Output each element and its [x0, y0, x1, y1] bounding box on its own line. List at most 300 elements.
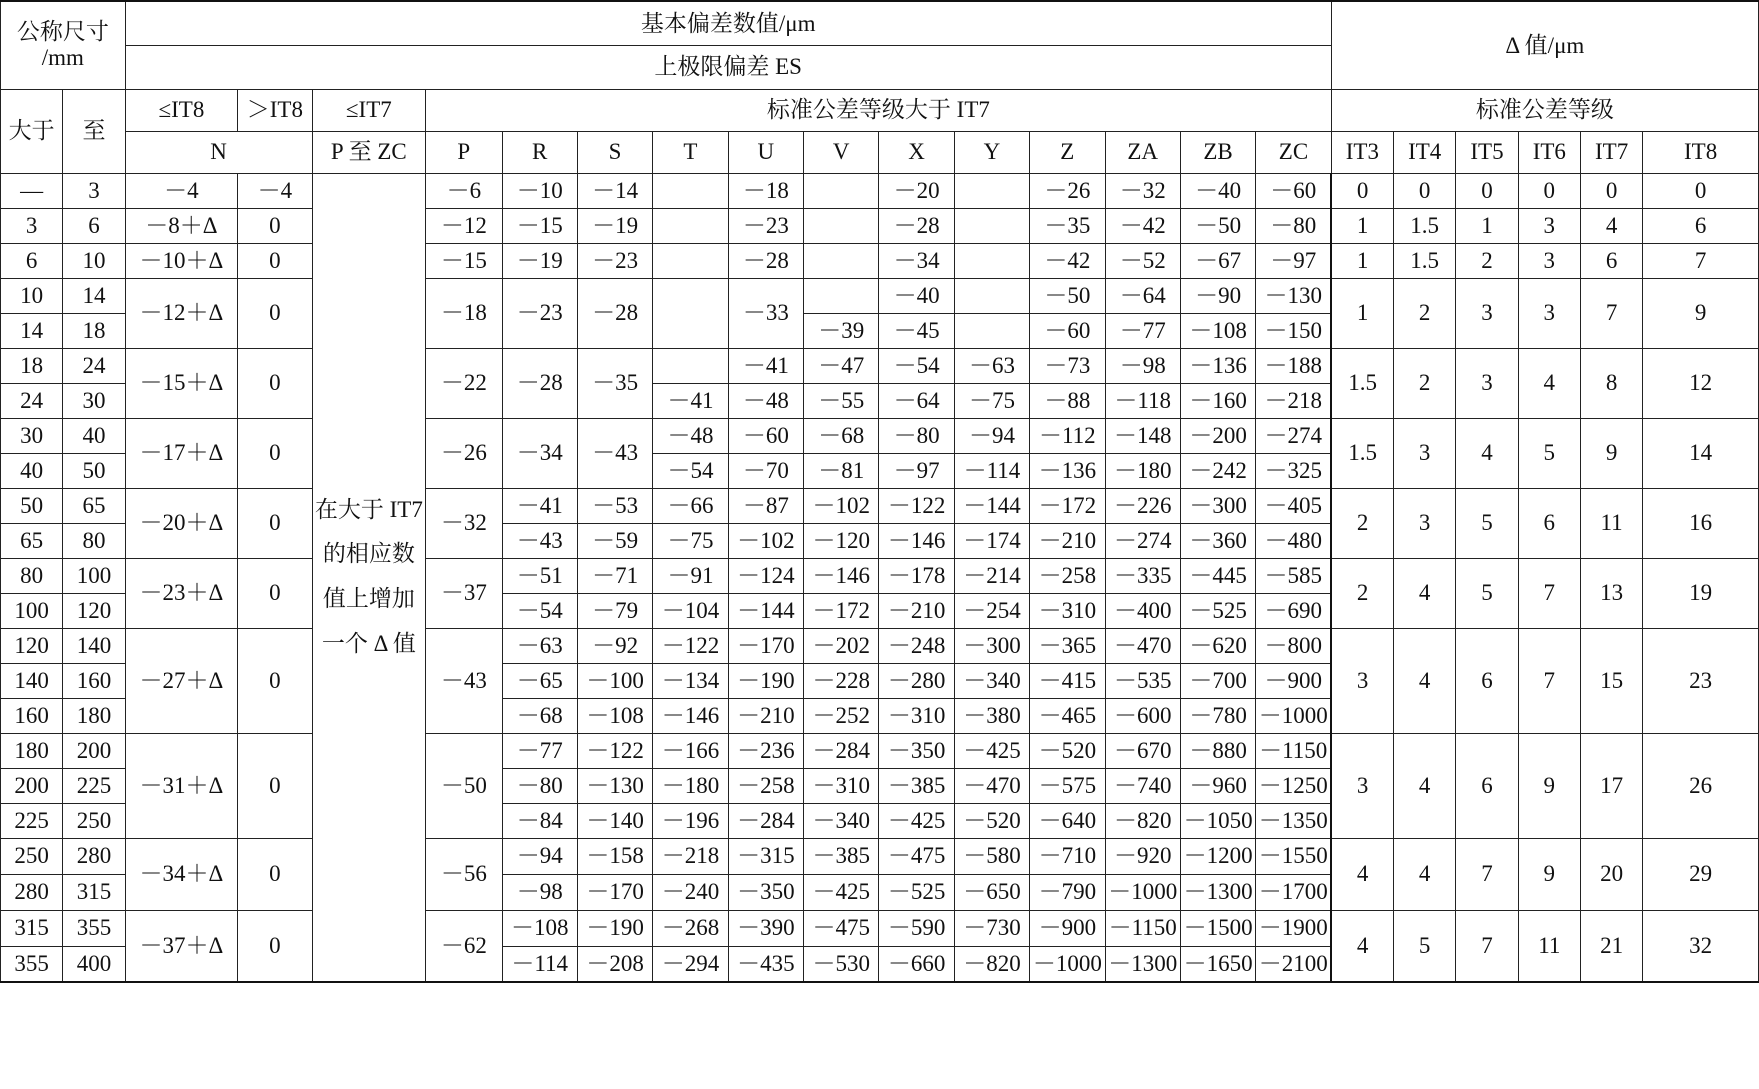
dev-v-cell: －228: [804, 663, 879, 698]
size-to-cell: 355: [63, 910, 125, 946]
dev-za-cell: －820: [1105, 803, 1180, 838]
n-le-it8-cell: －23＋Δ: [125, 558, 238, 628]
dev-r-cell: －34: [502, 418, 577, 488]
dev-z-cell: －210: [1030, 523, 1105, 558]
size-over-cell: 160: [1, 698, 63, 733]
dev-t-cell: －48: [653, 418, 728, 453]
size-to-cell: 80: [63, 523, 125, 558]
p-to-zc-header: P 至 ZC: [312, 131, 426, 173]
dev-za-cell: －920: [1105, 838, 1180, 874]
delta-it7-cell: 15: [1580, 628, 1642, 733]
dev-y-cell: －174: [954, 523, 1029, 558]
dev-r-cell: －80: [502, 768, 577, 803]
dev-s-cell: －108: [577, 698, 652, 733]
dev-za-cell: －1000: [1105, 874, 1180, 910]
dev-za-cell: －1150: [1105, 910, 1180, 946]
dev-z-cell: －900: [1030, 910, 1105, 946]
delta-it4-cell: 4: [1394, 733, 1456, 838]
dev-zb-cell: －50: [1180, 208, 1255, 243]
dev-v-cell: －530: [804, 946, 879, 982]
dev-u-cell: －350: [728, 874, 803, 910]
dev-u-cell: －124: [728, 558, 803, 593]
dev-t-cell: [653, 208, 728, 243]
dev-r-cell: －63: [502, 628, 577, 663]
dev-y-cell: [954, 278, 1029, 313]
dev-p-cell: －56: [426, 838, 502, 910]
dev-z-cell: －365: [1030, 628, 1105, 663]
delta-it5-cell: 0: [1456, 173, 1518, 208]
dev-zb-cell: －242: [1180, 453, 1255, 488]
dev-s-cell: －170: [577, 874, 652, 910]
dev-zc-cell: －1550: [1256, 838, 1331, 874]
delta-it6-cell: 9: [1518, 838, 1580, 910]
delta-it8-cell: 32: [1643, 910, 1759, 982]
dev-zb-cell: －1650: [1180, 946, 1255, 982]
dev-x-cell: －210: [879, 593, 954, 628]
dev-r-cell: －23: [502, 278, 577, 348]
delta-it6-cell: 0: [1518, 173, 1580, 208]
dev-y-cell: [954, 173, 1029, 208]
size-over-cell: 10: [1, 278, 63, 313]
over-header: 大于: [1, 89, 63, 173]
dev-v-cell: －385: [804, 838, 879, 874]
dev-v-cell: －310: [804, 768, 879, 803]
dev-y-cell: －144: [954, 488, 1029, 523]
size-to-cell: 160: [63, 663, 125, 698]
size-over-cell: 30: [1, 418, 63, 453]
delta-it4-cell: 4: [1394, 838, 1456, 910]
table-row: [1, 278, 1759, 313]
dev-zb-cell: －880: [1180, 733, 1255, 768]
delta-it8-cell: 26: [1643, 733, 1759, 838]
size-to-cell: 14: [63, 278, 125, 313]
n-header: N: [125, 131, 312, 173]
dev-v-cell: [804, 208, 879, 243]
dev-x-cell: －146: [879, 523, 954, 558]
n-le-it8-cell: －8＋Δ: [125, 208, 238, 243]
dev-zb-cell: －1300: [1180, 874, 1255, 910]
nominal-size-label: 公称尺寸: [16, 18, 109, 44]
dev-v-cell: －172: [804, 593, 879, 628]
table-row: [1, 838, 1759, 874]
delta-it5-cell: 4: [1456, 418, 1518, 488]
dev-x-cell: －385: [879, 768, 954, 803]
dev-x-cell: －40: [879, 278, 954, 313]
it-header-it6: IT6: [1518, 131, 1580, 173]
dev-y-cell: －650: [954, 874, 1029, 910]
dev-v-cell: －146: [804, 558, 879, 593]
dev-u-cell: －435: [728, 946, 803, 982]
table-row: [1, 348, 1759, 383]
dev-r-cell: －108: [502, 910, 577, 946]
dev-x-cell: －20: [879, 173, 954, 208]
dev-za-cell: －148: [1105, 418, 1180, 453]
dev-zc-cell: －480: [1256, 523, 1331, 558]
dev-y-cell: －520: [954, 803, 1029, 838]
dev-za-cell: －52: [1105, 243, 1180, 278]
dev-t-cell: [653, 173, 728, 208]
delta-it7-cell: 0: [1580, 173, 1642, 208]
dev-r-cell: －15: [502, 208, 577, 243]
dev-zc-cell: －274: [1256, 418, 1331, 453]
dev-zc-cell: －900: [1256, 663, 1331, 698]
dev-z-cell: －26: [1030, 173, 1105, 208]
dev-y-cell: －820: [954, 946, 1029, 982]
dev-u-cell: －33: [728, 278, 803, 348]
delta-it8-cell: 12: [1643, 348, 1759, 418]
dev-t-cell: －218: [653, 838, 728, 874]
dev-x-cell: －310: [879, 698, 954, 733]
dev-u-cell: －28: [728, 243, 803, 278]
dev-zc-cell: －800: [1256, 628, 1331, 663]
size-to-cell: 280: [63, 838, 125, 874]
dev-zc-cell: －1700: [1256, 874, 1331, 910]
delta-it4-cell: 4: [1394, 628, 1456, 733]
delta-it7-cell: 17: [1580, 733, 1642, 838]
letter-header-v: V: [804, 131, 879, 173]
dev-p-cell: －18: [426, 278, 502, 348]
n-gt-it8-cell: 0: [238, 838, 312, 910]
delta-it7-cell: 8: [1580, 348, 1642, 418]
n-gt-it8-cell: －4: [238, 173, 312, 208]
dev-x-cell: －80: [879, 418, 954, 453]
n-gt-it8-cell: 0: [238, 488, 312, 558]
dev-r-cell: －41: [502, 488, 577, 523]
delta-it6-cell: 3: [1518, 208, 1580, 243]
dev-z-cell: －790: [1030, 874, 1105, 910]
delta-it5-cell: 7: [1456, 838, 1518, 910]
dev-u-cell: －284: [728, 803, 803, 838]
dev-r-cell: －43: [502, 523, 577, 558]
dev-u-cell: －144: [728, 593, 803, 628]
delta-it3-cell: 1: [1331, 243, 1393, 278]
it-header-it7: IT7: [1580, 131, 1642, 173]
delta-it6-cell: 5: [1518, 418, 1580, 488]
letter-header-y: Y: [954, 131, 1029, 173]
table-row: [1, 418, 1759, 453]
delta-it8-cell: 6: [1643, 208, 1759, 243]
dev-zb-cell: －700: [1180, 663, 1255, 698]
dev-zb-cell: －1500: [1180, 910, 1255, 946]
dev-p-cell: －50: [426, 733, 502, 838]
delta-it4-cell: 0: [1394, 173, 1456, 208]
dev-t-cell: －294: [653, 946, 728, 982]
delta-it8-cell: 16: [1643, 488, 1759, 558]
letter-header-u: U: [728, 131, 803, 173]
nominal-size-unit: /mm: [41, 45, 84, 71]
size-over-cell: 18: [1, 348, 63, 383]
dev-x-cell: －97: [879, 453, 954, 488]
dev-zb-cell: －160: [1180, 383, 1255, 418]
dev-za-cell: －470: [1105, 628, 1180, 663]
dev-x-cell: －280: [879, 663, 954, 698]
dev-z-cell: －1000: [1030, 946, 1105, 982]
dev-s-cell: －140: [577, 803, 652, 838]
table-row: [1, 558, 1759, 593]
dev-s-cell: －28: [577, 278, 652, 348]
dev-t-cell: －268: [653, 910, 728, 946]
dev-zc-cell: －97: [1256, 243, 1331, 278]
size-to-cell: 18: [63, 313, 125, 348]
delta-it3-cell: 1: [1331, 278, 1393, 348]
delta-it6-cell: 4: [1518, 348, 1580, 418]
size-to-cell: 140: [63, 628, 125, 663]
size-over-cell: 65: [1, 523, 63, 558]
dev-v-cell: －202: [804, 628, 879, 663]
n-le-it8-cell: －10＋Δ: [125, 243, 238, 278]
delta-it5-cell: 6: [1456, 733, 1518, 838]
dev-s-cell: －190: [577, 910, 652, 946]
n-gt-it8-cell: 0: [238, 628, 312, 733]
dev-u-cell: －70: [728, 453, 803, 488]
size-over-cell: 120: [1, 628, 63, 663]
dev-u-cell: －102: [728, 523, 803, 558]
gt-it8-header: ＞IT8: [238, 89, 312, 131]
letter-header-p: P: [426, 131, 502, 173]
delta-it6-cell: 11: [1518, 910, 1580, 982]
letter-header-za: ZA: [1105, 131, 1180, 173]
size-to-cell: 225: [63, 768, 125, 803]
delta-it8-cell: 7: [1643, 243, 1759, 278]
dev-t-cell: －54: [653, 453, 728, 488]
dev-x-cell: －45: [879, 313, 954, 348]
dev-u-cell: －87: [728, 488, 803, 523]
delta-it8-cell: 14: [1643, 418, 1759, 488]
delta-it8-cell: 9: [1643, 278, 1759, 348]
n-le-it8-cell: －17＋Δ: [125, 418, 238, 488]
delta-it8-cell: 29: [1643, 838, 1759, 910]
dev-t-cell: [653, 243, 728, 278]
dev-zb-cell: －90: [1180, 278, 1255, 313]
grade-gt-it7-header: 标准公差等级大于 IT7: [426, 89, 1332, 131]
dev-u-cell: －315: [728, 838, 803, 874]
dev-s-cell: －122: [577, 733, 652, 768]
dev-u-cell: －41: [728, 348, 803, 383]
dev-zb-cell: －300: [1180, 488, 1255, 523]
n-gt-it8-cell: 0: [238, 733, 312, 838]
dev-zc-cell: －2100: [1256, 946, 1331, 982]
dev-t-cell: [653, 348, 728, 383]
delta-it7-cell: 4: [1580, 208, 1642, 243]
size-to-cell: 315: [63, 874, 125, 910]
size-to-cell: 10: [63, 243, 125, 278]
dev-y-cell: －114: [954, 453, 1029, 488]
dev-u-cell: －170: [728, 628, 803, 663]
n-le-it8-cell: －27＋Δ: [125, 628, 238, 733]
dev-u-cell: －60: [728, 418, 803, 453]
dev-t-cell: －166: [653, 733, 728, 768]
dev-za-cell: －226: [1105, 488, 1180, 523]
n-gt-it8-cell: 0: [238, 208, 312, 243]
n-gt-it8-cell: 0: [238, 348, 312, 418]
delta-it6-cell: 7: [1518, 628, 1580, 733]
dev-zc-cell: －1350: [1256, 803, 1331, 838]
size-over-cell: 315: [1, 910, 63, 946]
dev-v-cell: －102: [804, 488, 879, 523]
it-header-it4: IT4: [1394, 131, 1456, 173]
delta-it5-cell: 6: [1456, 628, 1518, 733]
dev-zb-cell: －40: [1180, 173, 1255, 208]
std-grade-header: 标准公差等级: [1331, 89, 1758, 131]
size-over-cell: 3: [1, 208, 63, 243]
it-header-it8: IT8: [1643, 131, 1759, 173]
delta-it3-cell: 1.5: [1331, 348, 1393, 418]
delta-it5-cell: 1: [1456, 208, 1518, 243]
dev-v-cell: －252: [804, 698, 879, 733]
n-le-it8-cell: －34＋Δ: [125, 838, 238, 910]
dev-zc-cell: －1900: [1256, 910, 1331, 946]
upper-deviation-header: 上极限偏差 ES: [125, 45, 1331, 89]
dev-z-cell: －88: [1030, 383, 1105, 418]
delta-it3-cell: 4: [1331, 910, 1393, 982]
n-le-it8-cell: －15＋Δ: [125, 348, 238, 418]
delta-it3-cell: 4: [1331, 838, 1393, 910]
dev-t-cell: －180: [653, 768, 728, 803]
dev-za-cell: －32: [1105, 173, 1180, 208]
dev-t-cell: －134: [653, 663, 728, 698]
dev-zb-cell: －620: [1180, 628, 1255, 663]
dev-r-cell: －28: [502, 348, 577, 418]
dev-zb-cell: －1200: [1180, 838, 1255, 874]
delta-it3-cell: 2: [1331, 488, 1393, 558]
delta-it6-cell: 6: [1518, 488, 1580, 558]
le-it8-header: ≤IT8: [125, 89, 238, 131]
dev-z-cell: －35: [1030, 208, 1105, 243]
dev-za-cell: －535: [1105, 663, 1180, 698]
dev-x-cell: －350: [879, 733, 954, 768]
dev-v-cell: －47: [804, 348, 879, 383]
dev-t-cell: －91: [653, 558, 728, 593]
delta-it7-cell: 7: [1580, 278, 1642, 348]
dev-p-cell: －15: [426, 243, 502, 278]
delta-it5-cell: 2: [1456, 243, 1518, 278]
dev-zb-cell: －525: [1180, 593, 1255, 628]
n-gt-it8-cell: 0: [238, 418, 312, 488]
dev-zc-cell: －325: [1256, 453, 1331, 488]
dev-u-cell: －48: [728, 383, 803, 418]
dev-r-cell: －10: [502, 173, 577, 208]
n-gt-it8-cell: 0: [238, 278, 312, 348]
dev-y-cell: －63: [954, 348, 1029, 383]
delta-it5-cell: 3: [1456, 278, 1518, 348]
size-to-cell: 3: [63, 173, 125, 208]
dev-p-cell: －32: [426, 488, 502, 558]
dev-x-cell: －54: [879, 348, 954, 383]
size-over-cell: 80: [1, 558, 63, 593]
delta-it3-cell: 0: [1331, 173, 1393, 208]
dev-s-cell: －158: [577, 838, 652, 874]
dev-u-cell: －258: [728, 768, 803, 803]
table-row: [1, 910, 1759, 946]
size-over-cell: 6: [1, 243, 63, 278]
dev-za-cell: －740: [1105, 768, 1180, 803]
dev-zc-cell: －80: [1256, 208, 1331, 243]
dev-r-cell: －84: [502, 803, 577, 838]
dev-x-cell: －122: [879, 488, 954, 523]
size-to-cell: 200: [63, 733, 125, 768]
dev-za-cell: －42: [1105, 208, 1180, 243]
dev-zc-cell: －585: [1256, 558, 1331, 593]
dev-s-cell: －100: [577, 663, 652, 698]
size-to-cell: 50: [63, 453, 125, 488]
dev-zc-cell: －1250: [1256, 768, 1331, 803]
dev-p-cell: －43: [426, 628, 502, 733]
dev-za-cell: －118: [1105, 383, 1180, 418]
dev-zb-cell: －780: [1180, 698, 1255, 733]
dev-v-cell: －68: [804, 418, 879, 453]
dev-y-cell: －75: [954, 383, 1029, 418]
table-row: [1, 208, 1759, 243]
dev-r-cell: －77: [502, 733, 577, 768]
delta-it8-cell: 0: [1643, 173, 1759, 208]
table-row: [1, 733, 1759, 768]
dev-s-cell: －43: [577, 418, 652, 488]
dev-y-cell: －425: [954, 733, 1029, 768]
dev-p-cell: －62: [426, 910, 502, 982]
delta-it5-cell: 3: [1456, 348, 1518, 418]
dev-y-cell: [954, 313, 1029, 348]
delta-it4-cell: 1.5: [1394, 208, 1456, 243]
n-gt-it8-cell: 0: [238, 243, 312, 278]
dev-zc-cell: －405: [1256, 488, 1331, 523]
it-header-it5: IT5: [1456, 131, 1518, 173]
dev-za-cell: －274: [1105, 523, 1180, 558]
delta-it4-cell: 5: [1394, 910, 1456, 982]
delta-it5-cell: 5: [1456, 558, 1518, 628]
dev-x-cell: －64: [879, 383, 954, 418]
dev-v-cell: －81: [804, 453, 879, 488]
dev-t-cell: －66: [653, 488, 728, 523]
dev-u-cell: －390: [728, 910, 803, 946]
dev-zb-cell: －108: [1180, 313, 1255, 348]
size-to-cell: 6: [63, 208, 125, 243]
letter-header-t: T: [653, 131, 728, 173]
dev-s-cell: －14: [577, 173, 652, 208]
dev-z-cell: －172: [1030, 488, 1105, 523]
dev-u-cell: －190: [728, 663, 803, 698]
dev-za-cell: －1300: [1105, 946, 1180, 982]
delta-it5-cell: 7: [1456, 910, 1518, 982]
dev-s-cell: －19: [577, 208, 652, 243]
dev-v-cell: －425: [804, 874, 879, 910]
dev-y-cell: [954, 243, 1029, 278]
dev-r-cell: －54: [502, 593, 577, 628]
dev-zc-cell: －130: [1256, 278, 1331, 313]
n-le-it8-cell: －31＋Δ: [125, 733, 238, 838]
size-over-cell: —: [1, 173, 63, 208]
size-to-cell: 30: [63, 383, 125, 418]
dev-zb-cell: －200: [1180, 418, 1255, 453]
table-row: [1, 243, 1759, 278]
dev-u-cell: －236: [728, 733, 803, 768]
table-row: [1, 488, 1759, 523]
letter-header-zc: ZC: [1256, 131, 1331, 173]
dev-y-cell: －580: [954, 838, 1029, 874]
size-over-cell: 40: [1, 453, 63, 488]
dev-z-cell: －42: [1030, 243, 1105, 278]
dev-zc-cell: －1150: [1256, 733, 1331, 768]
letter-header-zb: ZB: [1180, 131, 1255, 173]
dev-s-cell: －208: [577, 946, 652, 982]
dev-r-cell: －65: [502, 663, 577, 698]
dev-za-cell: －400: [1105, 593, 1180, 628]
size-over-cell: 14: [1, 313, 63, 348]
dev-t-cell: －240: [653, 874, 728, 910]
n-le-it8-cell: －12＋Δ: [125, 278, 238, 348]
size-over-cell: 355: [1, 946, 63, 982]
dev-x-cell: －590: [879, 910, 954, 946]
dev-y-cell: －340: [954, 663, 1029, 698]
